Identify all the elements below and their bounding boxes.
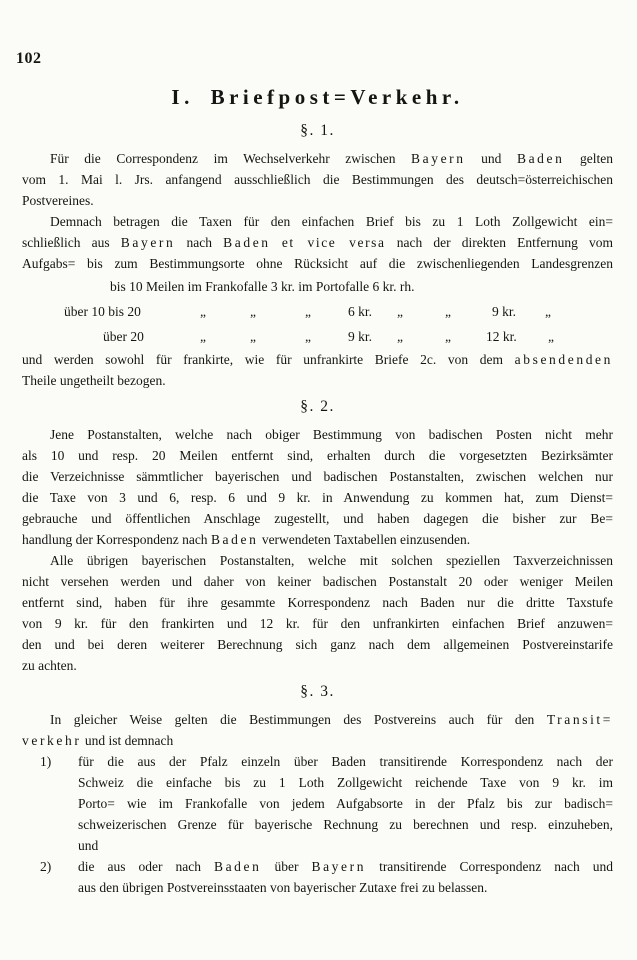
text-run: für die aus der Pfalz einzeln über Baden transitirende Korrespondenz nach der (78, 754, 613, 769)
text-run: von 9 kr. für den frankirten und 12 kr. für den unfrankirten einfachen Brief anzuwen= (22, 616, 613, 631)
text-run: In gleicher Weise gelten die Bestimmungen des Postvereins auch für den (50, 712, 547, 727)
text-run: gebrauche und öffentlichen Anschlage zugestellt, und haben dagegen die bisher zur Be= (22, 511, 613, 526)
ditto-mark: „ (397, 304, 403, 319)
ditto-mark: „ (445, 304, 451, 319)
text-line (22, 550, 613, 571)
text-line (22, 370, 613, 391)
text-run: absendenden (514, 352, 613, 367)
text-run: schließlich aus (22, 235, 121, 250)
ditto-mark: „ (545, 304, 551, 319)
text-line (22, 793, 613, 814)
text-line (22, 772, 613, 793)
text-line (22, 508, 613, 529)
text-line (22, 466, 613, 487)
text-line (22, 730, 613, 751)
ditto-mark: „ (548, 329, 554, 344)
text-line (22, 814, 613, 835)
text-line (22, 592, 613, 613)
text-line (22, 655, 613, 676)
text-run: die Taxe von 3 und 6, resp. 6 und 9 kr. in Anwendung zu kommen hat, zum Dienst= (22, 490, 613, 505)
tariff-cell: 9 kr. (348, 329, 373, 344)
text-line (22, 634, 613, 655)
text-run: Porto= wie im Frankofalle von jedem Aufgabsorte in der Pfalz bis zur badisch= (78, 796, 613, 811)
text-run: Baden (213, 859, 262, 874)
text-line (22, 232, 613, 253)
text-line (22, 709, 613, 730)
text-run: Jene Postanstalten, welche nach obiger Bestimmung von badischen Posten nicht mehr (50, 427, 613, 442)
text-run: Theile ungetheilt bezogen. (22, 373, 166, 388)
text-run: vom 1. Mai l. Jrs. anfangend ausschließlich die Bestimmungen des deutsch=österreichischen (22, 172, 613, 187)
text-run: nach der direkten Entfernung vom (385, 235, 614, 250)
ditto-mark: „ (200, 329, 206, 344)
text-run (271, 235, 282, 250)
document-body (22, 82, 613, 898)
text-line (22, 571, 613, 592)
text-line (22, 835, 613, 856)
text-run: verkehr (22, 733, 82, 748)
text-run: als 10 und resp. 20 Meilen entfernt sind, erhalten durch die vorgesetzten Bezirksämter (22, 448, 613, 463)
text-line (22, 424, 613, 445)
ditto-mark: „ (250, 304, 256, 319)
page-number: 102 (16, 50, 42, 67)
text-run: zu achten. (22, 658, 77, 673)
text-run: und (78, 838, 99, 853)
text-run: und (465, 151, 517, 166)
text-run: Transit= (546, 712, 613, 727)
text-line (22, 190, 613, 211)
ditto-mark: „ (397, 329, 403, 344)
tariff-row (22, 324, 613, 349)
text-run: Schweiz die einfache bis zu 1 Loth Zollgewicht reichende Taxe von 9 kr. im (78, 775, 613, 790)
ditto-mark: „ (445, 329, 451, 344)
section-heading: §. 3. (300, 683, 335, 700)
list-marker: 1) (40, 754, 52, 769)
text-line (22, 856, 613, 877)
list-marker: 2) (40, 859, 52, 874)
text-run: und werden sowohl für frankirte, wie für unfrankirte Briefe 2c. von dem (22, 352, 515, 367)
text-run: nach (175, 235, 224, 250)
text-line (22, 529, 613, 550)
text-run: handlung der Korrespondenz nach (22, 532, 211, 547)
tariff-cell: 12 kr. (486, 329, 517, 344)
text-run: aus den übrigen Postvereinsstaaten von bayerischer Zutaxe frei zu belassen. (78, 880, 488, 895)
text-run: Für die Correspondenz im Wechselverkehr zwischen (50, 151, 412, 166)
text-line (22, 445, 613, 466)
text-run: Baden (223, 235, 271, 250)
text-run: verwendeten Taxtabellen einzusenden. (258, 532, 471, 547)
tariff-row (22, 299, 613, 324)
text-run: entfernt sind, haben für ihre gesammte Korrespondenz nach Baden nur die dritte Taxstufe (22, 595, 613, 610)
tariff-row (22, 274, 613, 299)
tariff-cell: bis 10 Meilen im Frankofalle 3 kr. im Portofalle 6 kr. rh. (110, 279, 415, 294)
text-run: Bayern (120, 235, 176, 250)
text-line (22, 877, 613, 898)
ditto-mark: „ (305, 329, 311, 344)
text-run: über (261, 859, 312, 874)
ditto-mark: „ (250, 329, 256, 344)
text-run: Baden (516, 151, 565, 166)
section-heading: §. 1. (300, 122, 335, 139)
text-run: transitirende Correspondenz nach und (366, 859, 613, 874)
text-run: den und bei deren weiterer Berechnung sich ganz nach dem allgemeinen Postvereinstarife (22, 637, 613, 652)
text-line (22, 253, 613, 274)
text-run: Postvereines. (22, 193, 94, 208)
text-run: Demnach betragen die Taxen für den einfachen Brief bis zu 1 Loth Zollgewicht ein= (50, 214, 613, 229)
text-run: gelten (564, 151, 613, 166)
text-run: et vice versa (281, 235, 386, 250)
ditto-mark: „ (305, 304, 311, 319)
text-run: Baden (210, 532, 259, 547)
text-run: Bayern (311, 859, 367, 874)
section-heading: §. 2. (300, 398, 335, 415)
text-run: Aufgabs= bis zum Bestimmungsorte ohne Rücksicht auf die zwischenliegenden Landesgrenzen (22, 256, 613, 271)
text-line (22, 349, 613, 370)
text-run: Bayern (411, 151, 466, 166)
tariff-cell: über 10 bis 20 (64, 304, 141, 319)
text-line (22, 613, 613, 634)
text-run: die aus oder nach (78, 859, 214, 874)
text-line (22, 211, 613, 232)
tariff-cell: über 20 (103, 329, 144, 344)
text-run: nicht versehen werden und daher von keiner badischen Postanstalt 20 oder weniger Meilen (22, 574, 613, 589)
text-run: und ist demnach (81, 733, 174, 748)
text-run: die Verzeichnisse sämmtlicher bayerischen und badischen Postanstalten, zwischen welchen nur (22, 469, 613, 484)
tariff-cell: 9 kr. (492, 304, 517, 319)
text-line (22, 148, 613, 169)
tariff-cell: 6 kr. (348, 304, 373, 319)
page-title: I. Briefpost=Verkehr. (171, 85, 464, 109)
text-line (22, 487, 613, 508)
text-run: schweizerischen Grenze für bayerische Rechnung zu berechnen und resp. einzuheben, (78, 817, 613, 832)
text-run: Alle übrigen bayerischen Postanstalten, welche mit solchen speziellen Taxverzeichnissen (50, 553, 613, 568)
text-line (22, 169, 613, 190)
ditto-mark: „ (200, 304, 206, 319)
text-line (22, 751, 613, 772)
